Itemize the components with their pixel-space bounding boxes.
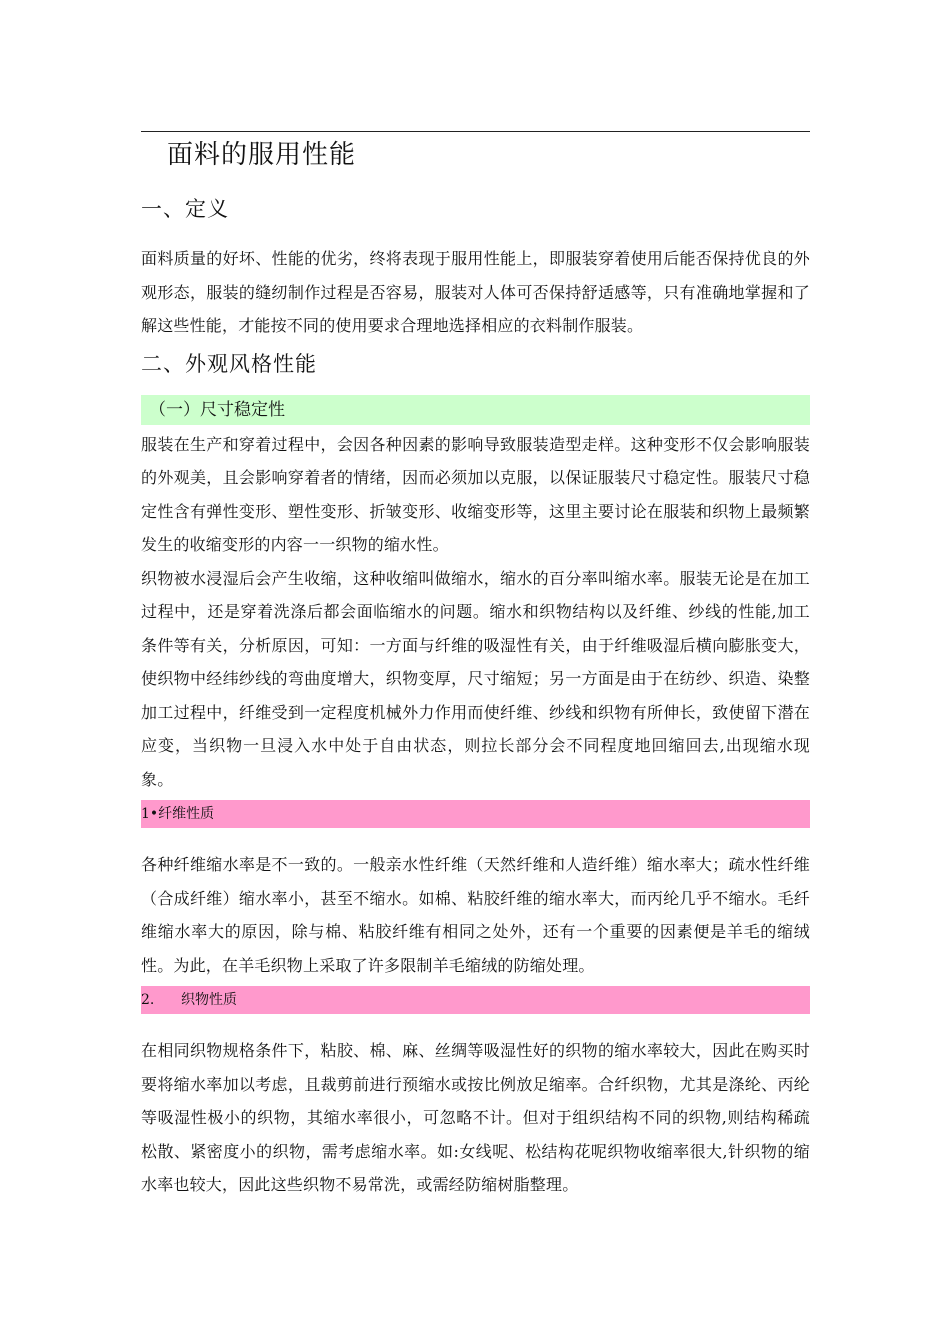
item-heading-fabric-properties [141,986,810,1014]
subsection-heading-dimensional-stability: （一）尺寸稳定性 [141,395,810,425]
shrinkage-paragraph: 织物被水浸湿后会产生收缩，这种收缩叫做缩水，缩水的百分率叫缩水率。服装无论是在加工过程中，还是穿着洗涤后都会面临缩水的问题。缩水和织物结构以及纤维、纱线的性能,加工条件等有关，分析原因，可知：一方面与纤维的吸湿性有关，由于纤维吸湿后横向膨胀变大，使织物中经纬纱线的弯曲度增大，织物变厚，尺寸缩短；另一方面是由于在纺纱、织造、染整加工过程中，纤维受到一定程度机械外力作用而使纤维、纱线和织物有所伸长，致使留下潜在应变，当织物一旦浸入水中处于自由状态，则拉长部分会不同程度地回缩回去,出现缩水现象。 [141,568,810,789]
item-heading-fiber-properties [141,800,810,828]
section-heading-appearance: 二、外观风格性能 [141,351,317,376]
section-heading-definition: 一、定义 [141,197,229,221]
top-rule [141,131,810,132]
document-page [141,131,810,1202]
item-label: 纤维性质 [158,806,215,822]
fiber-properties-paragraph: 各种纤维缩水率是不一致的。一般亲水性纤维（天然纤维和人造纤维）缩水率大；疏水性纤维（合成纤维）缩水率小，甚至不缩水。如棉、粘胶纤维的缩水率大，而丙纶几乎不缩水。毛纤维缩水率大的原因，除与棉、粘胶纤维有相同之处外，还有一个重要的因素便是羊毛的缩绒性。为此，在羊毛织物上采取了许多限制羊毛缩绒的防缩处理。 [141,855,810,975]
document-title: 面料的服用性能 [167,140,357,170]
item-number: 2. [141,992,155,1008]
item-label: 织物性质 [181,992,237,1008]
dimensional-stability-paragraph: 服装在生产和穿着过程中，会因各种因素的影响导致服装造型走样。这种变形不仅会影响服装的外观美，且会影响穿着者的情绪，因而必须加以克服，以保证服装尺寸稳定性。服装尺寸稳定性含有弹性变形、塑性变形、折皱变形、收缩变形等，这里主要讨论在服装和织物上最频繁发生的收缩变形的内容一一织物的缩水性。 [141,434,810,554]
definition-paragraph: 面料质量的好坏、性能的优劣，终将表现于服用性能上，即服装穿着使用后能否保持优良的外观形态，服装的缝纫制作过程是否容易，服装对人体可否保持舒适感等，只有准确地掌握和了解这些性能，才能按不同的使用要求合理地选择相应的衣料制作服装。 [141,249,810,335]
fabric-properties-paragraph: 在相同织物规格条件下，粘胶、棉、麻、丝绸等吸湿性好的织物的缩水率较大，因此在购买时要将缩水率加以考虑，且裁剪前进行预缩水或按比例放足缩率。合纤织物，尤其是涤纶、丙纶等吸湿性极小的织物，其缩水率很小，可忽略不计。但对于组织结构不同的织物,则结构稀疏松散、紧密度小的织物，需考虑缩水率。如:女线呢、松结构花呢织物收缩率很大,针织物的缩水率也较大，因此这些织物不易常洗，或需经防缩树脂整理。 [141,1041,810,1194]
item-number: 1• [141,806,159,822]
